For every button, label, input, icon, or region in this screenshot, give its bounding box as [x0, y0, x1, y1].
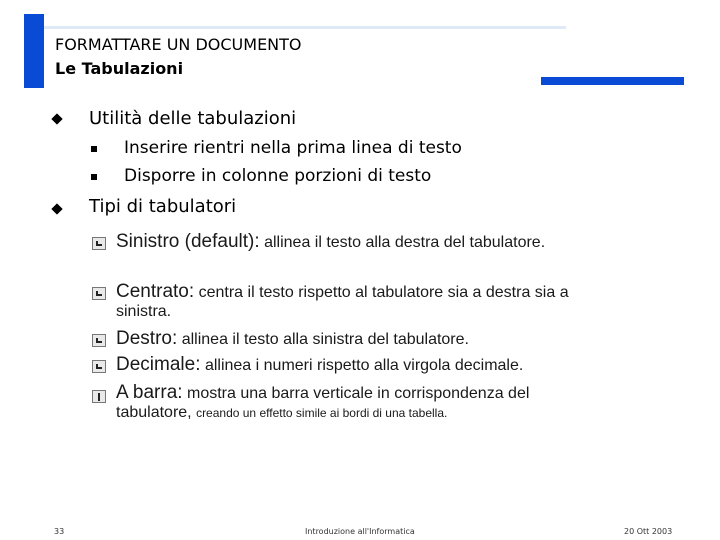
tab-type-description: allinea il testo alla sinistra del tabulatore. — [181, 331, 469, 348]
tab-type-description: allinea i numeri rispetto alla virgola decimale. — [204, 357, 524, 374]
diamond-bullet-icon — [51, 203, 62, 214]
tab-type-name: A barra: — [116, 382, 183, 403]
diamond-bullet-icon — [51, 113, 62, 124]
tab-type-text — [116, 282, 596, 321]
tab-type-name: Decimale: — [116, 354, 201, 375]
tab-type-text — [116, 232, 596, 252]
subitem-rientri: Inserire rientri nella prima linea di testo — [124, 138, 462, 158]
tab-type-description: mostra una barra verticale in corrispondenza del tabulatore, — [116, 385, 530, 421]
tab-type-name: Sinistro (default): — [116, 231, 260, 252]
left-tab-icon — [92, 237, 106, 250]
footer-date: 20 Ott 2003 — [624, 527, 673, 536]
tab-type-name: Centrato: — [116, 281, 195, 302]
tab-type-name: Destro: — [116, 328, 178, 349]
accent-bar-right — [541, 77, 684, 85]
page-number: 33 — [54, 527, 65, 536]
tab-type-text — [116, 329, 596, 349]
bar-tab-icon — [92, 390, 106, 403]
page-subtitle: Le Tabulazioni — [55, 59, 184, 78]
bullet-utilita: Utilità delle tabulazioni — [89, 108, 297, 129]
decimal-tab-icon — [92, 360, 106, 373]
tab-type-description: allinea il testo alla destra del tabulatore. — [264, 234, 546, 251]
tab-type-text — [116, 383, 596, 423]
square-bullet-icon — [91, 146, 97, 152]
right-tab-icon — [92, 334, 106, 347]
center-tab-icon — [92, 287, 106, 300]
accent-bar-left — [24, 14, 44, 88]
bullet-tipi: Tipi di tabulatori — [89, 196, 237, 217]
footer-course: Introduzione all'Informatica — [305, 527, 415, 536]
header-rule — [44, 26, 566, 29]
subitem-colonne: Disporre in colonne porzioni di testo — [124, 166, 432, 186]
square-bullet-icon — [91, 174, 97, 180]
tab-type-description: centra il testo rispetto al tabulatore sia a destra sia a sinistra. — [116, 284, 569, 320]
tab-type-description-small: creando un effetto simile ai bordi di una tabella. — [196, 406, 448, 420]
tab-type-text — [116, 355, 596, 375]
page-title: FORMATTARE UN DOCUMENTO — [55, 35, 302, 54]
